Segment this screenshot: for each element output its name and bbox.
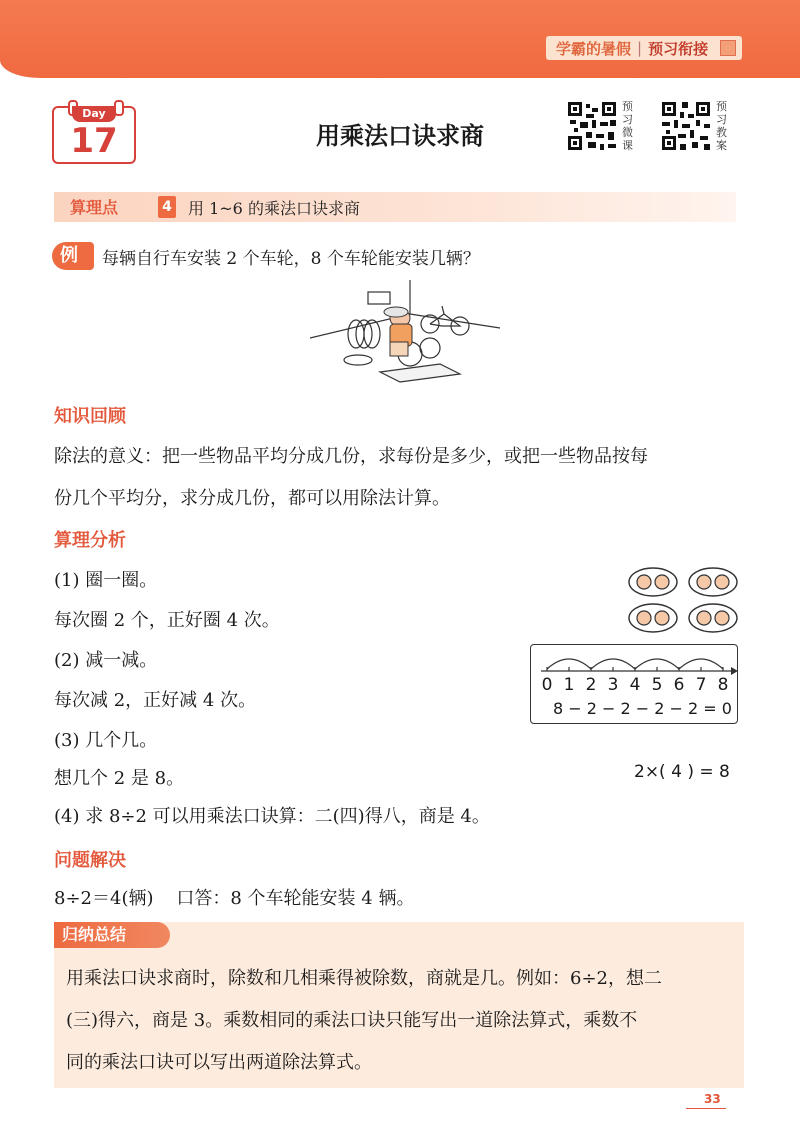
- multiplication-equation: 2×( 4 ) = 8: [634, 762, 730, 782]
- topic-number: 4: [158, 196, 176, 218]
- day-number: 17: [70, 121, 118, 161]
- analysis-line: (2) 减一减。: [54, 650, 158, 671]
- page-number: 33: [704, 1092, 721, 1106]
- series-tag-right: 预习衔接: [648, 39, 709, 58]
- subtraction-expression: 8 − 2 − 2 − 2 − 2 = 0: [553, 699, 732, 718]
- solution-line: 8÷2＝4(辆) 口答：8 个车轮能安装 4 辆。: [54, 888, 415, 909]
- day-badge: [52, 106, 136, 164]
- example-mark: 例: [52, 242, 94, 270]
- analysis-line: (1) 圈一圈。: [54, 570, 158, 591]
- solution-heading: 问题解决: [54, 850, 126, 871]
- bicycle-workshop-illustration: [310, 280, 500, 386]
- analysis-line: 每次减 2，正好减 4 次。: [54, 690, 257, 711]
- summary-line: 同的乘法口诀可以写出两道除法算式。: [66, 1052, 372, 1073]
- analysis-heading: 算理分析: [54, 530, 126, 551]
- analysis-line: 想几个 2 是 8。: [54, 768, 185, 789]
- analysis-line: (4) 求 8÷2 可以用乘法口诀算：二(四)得八，商是 4。: [54, 806, 490, 827]
- qr-code-icon[interactable]: [566, 100, 618, 152]
- knowledge-line: 除法的意义：把一些物品平均分成几份，求每份是多少，或把一些物品按每: [54, 446, 648, 467]
- example-question: 每辆自行车安装 2 个车轮，8 个车轮能安装几辆？: [102, 249, 480, 269]
- tag-square-icon: [720, 40, 736, 56]
- number-line-tick-label: 0: [541, 675, 553, 695]
- grouping-circles-figure: [626, 566, 742, 634]
- analysis-line: (3) 几个几。: [54, 730, 158, 751]
- knowledge-line: 份几个平均分，求分成几份，都可以用除法计算。: [54, 488, 450, 509]
- summary-line: 用乘法口诀求商时，除数和几相乘得被除数，商就是几。例如：6÷2，想二: [66, 968, 662, 989]
- qr-label-2: 预习教案: [716, 100, 727, 152]
- knowledge-heading: 知识回顾: [54, 406, 126, 427]
- summary-line: (三)得六，商是 3。乘数相同的乘法口诀只能写出一道除法算式，乘数不: [66, 1010, 638, 1031]
- number-line-tick-label: 1: [563, 675, 575, 695]
- topic-label: 算理点: [70, 198, 119, 217]
- topic-text: 用 1~6 的乘法口诀求商: [188, 199, 360, 218]
- qr-label-1: 预习微课: [622, 100, 633, 152]
- topic-bar: [54, 192, 736, 222]
- page-number-underline: [686, 1108, 726, 1109]
- series-tag-separator: |: [637, 39, 643, 57]
- series-tag: [546, 36, 742, 60]
- number-line-tick-label: 4: [629, 675, 641, 695]
- number-line-tick-label: 8: [717, 675, 729, 695]
- page-title: 用乘法口诀求商: [316, 122, 484, 150]
- number-line-tick-label: 6: [673, 675, 685, 695]
- series-tag-left: 学霸的暑假: [556, 39, 632, 58]
- number-line-tick-label: 5: [651, 675, 663, 695]
- top-header-bar: [0, 0, 800, 78]
- number-line-tick-label: 3: [607, 675, 619, 695]
- qr-code-icon[interactable]: [660, 100, 712, 152]
- number-line-figure: [530, 644, 738, 724]
- number-line-tick-label: 7: [695, 675, 707, 695]
- summary-tag: 归纳总结: [54, 922, 170, 948]
- day-label: Day: [72, 106, 116, 122]
- analysis-line: 每次圈 2 个，正好圈 4 次。: [54, 610, 280, 631]
- number-line-tick-label: 2: [585, 675, 597, 695]
